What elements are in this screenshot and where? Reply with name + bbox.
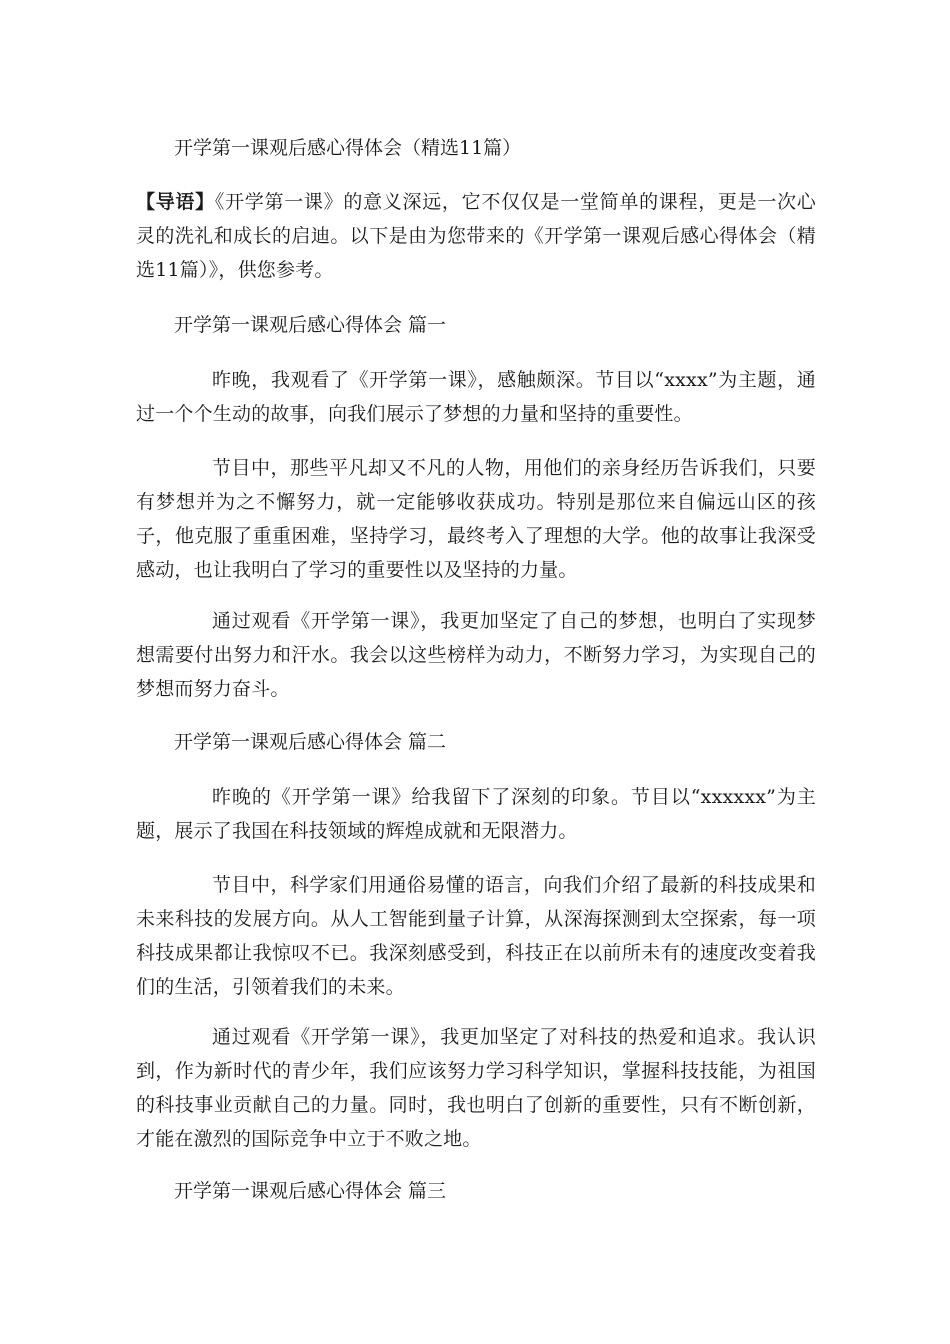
section-heading-3: 开学第一课观后感心得体会 篇三 bbox=[174, 1180, 447, 1202]
section-2-paragraph-2: 节目中，科学家们用通俗易懂的语言，向我们介绍了最新的科技成果和未来科技的发展方向。从人工智能到量子计算，从深海探测到太空探索，每一项科技成果都让我惊叹不已。我深刻感受到，科技正在以前所未有的速度改变着我们的生活，引领着我们的未来。 bbox=[136, 874, 816, 998]
section-heading-1: 开学第一课观后感心得体会 篇一 bbox=[174, 314, 447, 336]
section-2-paragraph-3: 通过观看《开学第一课》，我更加坚定了对科技的热爱和追求。我认识到，作为新时代的青少年，我们应该努力学习科学知识，掌握科技技能，为祖国的科技事业贡献自己的力量。同时，我也明白了创新的重要性，只有不断创新，才能在激烈的国际竞争中立于不败之地。 bbox=[136, 1026, 816, 1150]
document-title: 开学第一课观后感心得体会（精选11篇） bbox=[174, 137, 522, 159]
intro-paragraph bbox=[136, 185, 816, 287]
section-1-paragraph-1: 昨晚，我观看了《开学第一课》，感触颇深。节目以“xxxx”为主题，通过一个个生动的故事，向我们展示了梦想的力量和坚持的重要性。 bbox=[136, 369, 816, 425]
section-1-paragraph-3: 通过观看《开学第一课》，我更加坚定了自己的梦想，也明白了实现梦想需要付出努力和汗水。我会以这些榜样为动力，不断努力学习，为实现自己的梦想而努力奋斗。 bbox=[136, 610, 816, 700]
section-heading-2: 开学第一课观后感心得体会 篇二 bbox=[174, 731, 447, 753]
section-2-paragraph-1: 昨晚的《开学第一课》给我留下了深刻的印象。节目以“xxxxxx”为主题，展示了我国在科技领域的辉煌成就和无限潜力。 bbox=[136, 786, 816, 842]
intro-text: 《开学第一课》的意义深远，它不仅仅是一堂简单的课程，更是一次心灵的洗礼和成长的启迪。以下是由为您带来的《开学第一课观后感心得体会（精选11篇）》，供您参考。 bbox=[136, 191, 816, 281]
section-1-paragraph-2: 节目中，那些平凡却又不凡的人物，用他们的亲身经历告诉我们，只要有梦想并为之不懈努力，就一定能够收获成功。特别是那位来自偏远山区的孩子，他克服了重重困难，坚持学习，最终考入了理想的大学。他的故事让我深受感动，也让我明白了学习的重要性以及坚持的力量。 bbox=[136, 457, 816, 581]
intro-tag: 【导语】 bbox=[136, 191, 215, 213]
